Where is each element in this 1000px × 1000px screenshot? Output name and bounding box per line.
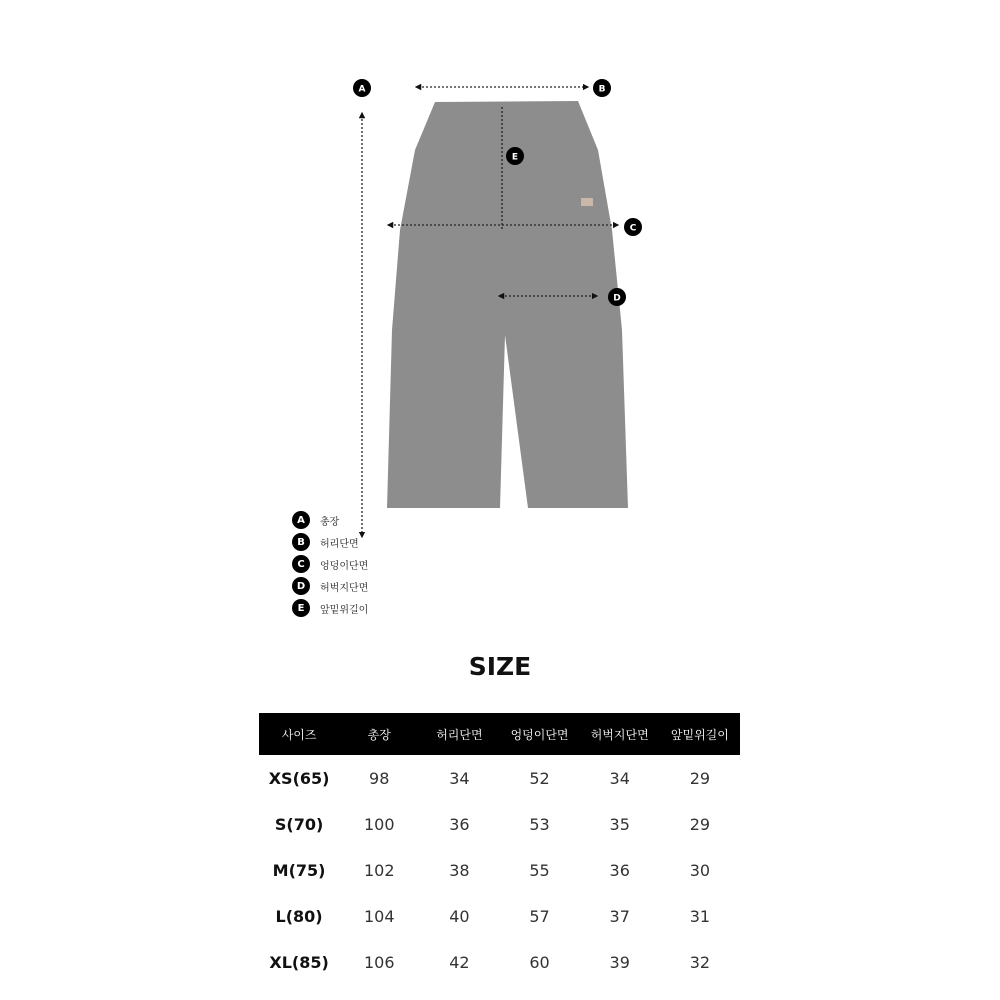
size-table	[259, 713, 740, 985]
legend-label: 앞밑위길이	[320, 604, 369, 616]
measurement-cell: 36	[609, 860, 630, 880]
measurement-cell: 29	[689, 768, 711, 788]
measurement-cell: 102	[363, 860, 395, 880]
measurement-cell: 37	[609, 906, 630, 926]
svg-text:C: C	[629, 223, 637, 234]
size-title: SIZE	[468, 652, 532, 681]
header-cell: 허리단면	[419, 713, 499, 755]
measurement-cell: 57	[529, 906, 550, 926]
table-header-row	[259, 713, 740, 755]
measurement-cell: 32	[689, 952, 711, 972]
measurement-cell: 34	[449, 768, 470, 788]
legend-item	[292, 575, 368, 597]
header-cell: 허벅지단면	[580, 713, 660, 755]
measurement-cell: 42	[449, 952, 470, 972]
measurement-cell: 60	[529, 952, 550, 972]
header-cell: 앞밑위길이	[660, 713, 740, 755]
size-label-cell: M(75)	[272, 860, 326, 880]
measurement-cell: 34	[609, 768, 630, 788]
header-cell: 총장	[339, 713, 419, 755]
pants-image	[387, 101, 628, 508]
measurement-legend	[292, 509, 368, 619]
table-row	[259, 801, 740, 847]
measurement-cell: 40	[449, 906, 470, 926]
measurement-cell: 29	[689, 814, 711, 834]
legend-item	[292, 553, 368, 575]
pants-patch	[581, 198, 593, 206]
header-cell: 사이즈	[259, 713, 339, 755]
marker-d	[608, 288, 626, 306]
measurement-cell: 31	[689, 906, 711, 926]
legend-label: 허리단면	[320, 538, 359, 550]
legend-item	[292, 597, 368, 619]
legend-key: C	[292, 555, 310, 573]
svg-text:A: A	[358, 84, 366, 95]
size-label-cell: L(80)	[275, 906, 323, 926]
size-label-cell: S(70)	[274, 814, 324, 834]
table-row	[259, 893, 740, 939]
legend-item	[292, 531, 368, 553]
measurement-cell: 52	[529, 768, 550, 788]
measurement-cell: 104	[363, 906, 395, 926]
measurement-cell: 30	[689, 860, 711, 880]
legend-key: B	[292, 533, 310, 551]
legend-key: E	[292, 599, 310, 617]
size-label-cell: XL(85)	[269, 952, 329, 972]
measurement-cell: 35	[609, 814, 630, 834]
legend-label: 엉덩이단면	[320, 560, 369, 572]
header-cell: 엉덩이단면	[499, 713, 579, 755]
measurement-cell: 98	[369, 768, 390, 788]
marker-b	[593, 79, 611, 97]
svg-text:E: E	[511, 152, 519, 163]
svg-text:D: D	[613, 293, 621, 304]
measurement-cell: 38	[449, 860, 470, 880]
marker-c	[624, 218, 642, 236]
marker-e	[506, 147, 524, 165]
marker-a	[353, 79, 371, 97]
legend-item	[292, 509, 368, 531]
table-row	[259, 755, 740, 801]
size-label-cell: XS(65)	[268, 768, 330, 788]
measurement-cell: 53	[529, 814, 550, 834]
measurement-cell: 106	[363, 952, 395, 972]
table-row	[259, 939, 740, 985]
measurement-cell: 55	[529, 860, 550, 880]
table-row	[259, 847, 740, 893]
measurement-cell: 39	[609, 952, 630, 972]
legend-key: D	[292, 577, 310, 595]
legend-label: 총장	[320, 516, 340, 528]
svg-text:B: B	[598, 84, 606, 95]
legend-label: 허벅지단면	[320, 582, 369, 594]
measurement-cell: 100	[363, 814, 395, 834]
legend-key: A	[292, 511, 310, 529]
measurement-cell: 36	[449, 814, 470, 834]
